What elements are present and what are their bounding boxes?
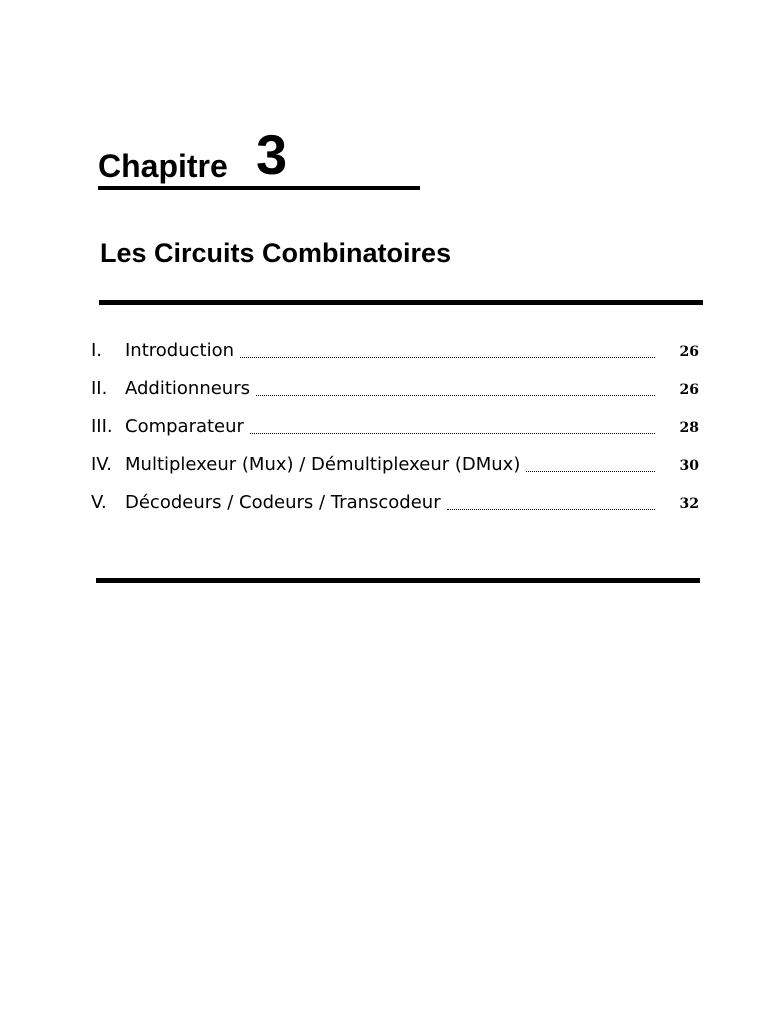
toc-dot-leader	[256, 395, 655, 396]
toc-entry-number: IV.	[91, 454, 113, 475]
toc-entry-page: 28	[679, 420, 699, 436]
chapter-title: Les Circuits Combinatoires	[100, 238, 452, 268]
toc-dot-leader	[526, 471, 655, 472]
table-of-contents	[91, 336, 703, 526]
toc-entry-comparateur[interactable]	[91, 412, 703, 450]
chapter-number: 3	[256, 123, 288, 186]
toc-entry-page: 26	[679, 382, 699, 398]
top-divider	[99, 300, 703, 305]
toc-entry-additionneurs[interactable]	[91, 374, 703, 412]
toc-entry-page: 26	[679, 344, 699, 360]
toc-entry-label: Multiplexeur (Mux) / Démultiplexeur (DMux)	[125, 454, 521, 475]
toc-entry-number: I.	[91, 340, 103, 361]
toc-entry-label: Comparateur	[125, 416, 244, 437]
toc-entry-multiplexeur[interactable]	[91, 450, 703, 488]
chapter-label: Chapitre	[98, 148, 228, 184]
toc-entry-label: Introduction	[125, 340, 235, 361]
toc-dot-leader	[447, 509, 655, 510]
toc-entry-introduction[interactable]	[91, 336, 703, 374]
toc-entry-page: 32	[679, 496, 699, 512]
toc-entry-number: V.	[91, 492, 107, 513]
bottom-divider	[96, 578, 700, 583]
toc-entry-label: Additionneurs	[125, 378, 250, 399]
toc-dot-leader	[250, 433, 655, 434]
toc-entry-page: 30	[679, 458, 699, 474]
chapter-heading	[98, 123, 420, 190]
toc-entry-label: Décodeurs / Codeurs / Transcodeur	[125, 492, 441, 513]
toc-entry-number: III.	[91, 416, 113, 437]
toc-dot-leader	[240, 357, 655, 358]
toc-entry-number: II.	[91, 378, 108, 399]
toc-entry-decodeurs[interactable]	[91, 488, 703, 526]
